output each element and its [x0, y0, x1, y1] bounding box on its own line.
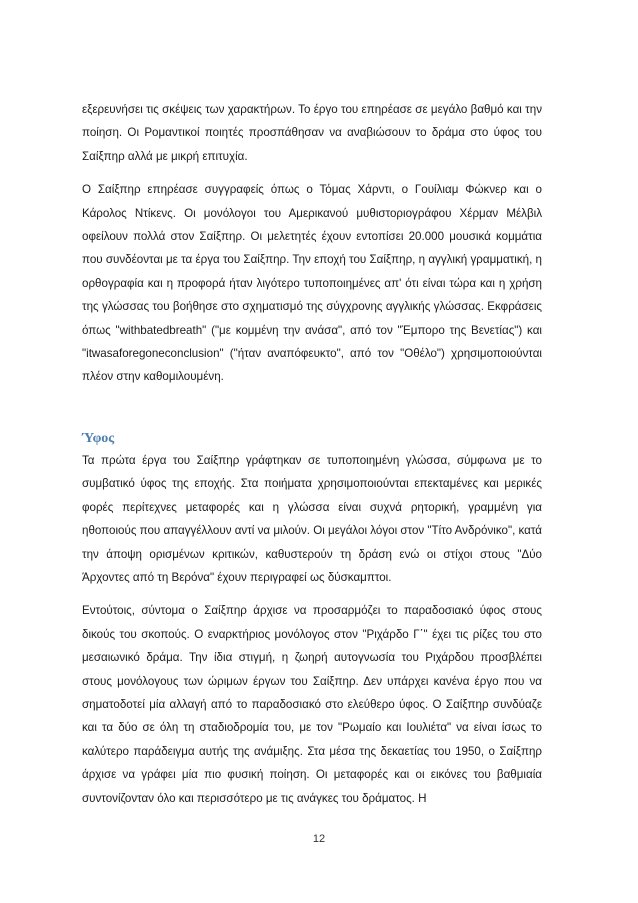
page-number: 12 [312, 833, 326, 845]
section-heading-style: Ύφος [82, 430, 115, 446]
page-content [82, 98, 542, 810]
paragraph-early-works: Τα πρώτα έργα του Σαίξπηρ γράφτηκαν σε τυποποιημένη γλώσσα, σύμφωνα με το συμβατικό ύφος της εποχής. Στα ποιήματα χρησιμοποιούνται επεκταμένες και μερικές φορές περίτεχνες μεταφορές και η γλώσσα είναι συχνά ρητορική, γραμμένη για ηθοποιούς που απαγγέλλουν αντί να μιλούν. Οι μεγάλοι λόγοι στον "Τίτο Ανδρόνικο", κατά την άποψη ορισμένων κριτικών, καθυστερούν τη δράση ενώ οι στίχοι στους "Δύο Άρχοντες από τη Βερόνα" έχουν περιγραφεί ως δύσκαμπτοι. [82, 453, 542, 584]
paragraph-influence: Ο Σαίξπηρ επηρέασε συγγραφείς όπως ο Τόμας Χάρντι, ο Γουίλιαμ Φώκνερ και ο Κάρολος Ντίκενς. Οι μονόλογοι του Αμερικανού μυθιστοριογράφου Χέρμαν Μέλβιλ οφείλουν πολλά στον Σαίξπηρ. Οι μελετητές έχουν εντοπίσει 20.000 μουσικά κομμάτια που συνδέονται με τα έργα του Σαίξπηρ. Την εποχή του Σαίξπηρ, η αγγλική γραμματική, η ορθογραφία και η προφορά ήταν λιγότερο τυποποιημένες απ' ότι είναι τώρα και η χρήση της γλώσσας του βοήθησε στο σχηματισμό της σύγχρονης αγγλικής γλώσσας. Εκφράσεις όπως "withbatedbreath" ("με κομμένη την ανάσα", από τον "Έμπορο της Βενετίας") και "itwasaforegoneconclusion" ("ήταν αναπόφευκτο", από τον "Οθέλο") χρησιμοποιούνται πλέον στην καθομιλουμένη. [82, 183, 542, 384]
paragraph-style-evolution: Εντούτοις, σύντομα ο Σαίξπηρ άρχισε να προσαρμόζει το παραδοσιακό ύφος στους δικούς του σκοπούς. Ο εναρκτήριος μονόλογος στον "Ριχάρδο Γ΄" έχει τις ρίζες του στο μεσαιωνικό δράμα. Την ίδια στιγμή, η ζωηρή αυτογνωσία του Ριχάρδου προσβλέπει στους μονόλογους των ώριμων έργων του Σαίξπηρ. Δεν υπάρχει κανένα έργο που να σηματοδοτεί μία αλλαγή από το παραδοσιακό στο ελεύθερο ύφος. Ο Σαίξπηρ συνδύαζε και τα δύο σε όλη τη σταδιοδρομία του, με τον "Ρωμαίο και Ιουλιέτα" να είναι ίσως το καλύτερο παράδειγμα αυτής της ανάμιξης. Στα μέσα της δεκαετίας του 1950, ο Σαίξπηρ άρχισε να γράφει μία πιο φυσική ποίηση. Οι μεταφορές και οι εικόνες του βαθμιαία συντονίζονταν όλο και περισσότερο με τις ανάγκες του δράματος. Η [82, 604, 542, 805]
paragraph-romantic-poets: εξερευνήσει τις σκέψεις των χαρακτήρων. Το έργο του επηρέασε σε μεγάλο βαθμό και την ποίηση. Οι Ρομαντικοί ποιητές προσπάθησαν να αναβιώσουν το δράμα στο ύφος του Σαίξπηρ αλλά με μικρή επιτυχία. [82, 103, 542, 163]
